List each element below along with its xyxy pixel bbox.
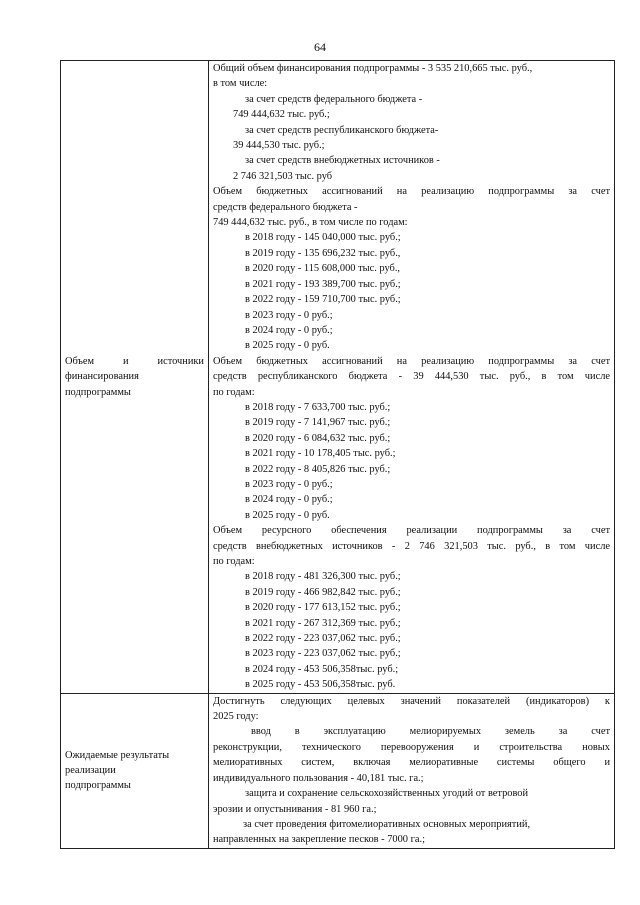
text-line: в 2025 году - 0 руб. [245,340,330,352]
text-line: в 2021 году - 10 178,405 тыс. руб.; [245,448,396,460]
text-line: в 2018 году - 7 633,700 тыс. руб.; [245,401,391,413]
label-line: Ожидаемые результаты [65,749,170,761]
table-row [61,693,615,848]
text-line: за счет средств федерального бюджета - [245,93,423,105]
row-label [61,61,209,694]
text-line: Объем ресурсного обеспечения реализации подпрограммы за счет [213,525,610,537]
text-line: в 2018 году - 145 040,000 тыс. руб.; [245,232,401,244]
text-line: Общий объем финансирования подпрограммы - 3 535 210,665 тыс. руб., [213,63,533,74]
row-content [209,693,615,848]
row-label [61,693,209,848]
text-line: эрозии и опустынивания - 81 960 га.; [213,803,377,815]
text-line: в 2022 году - 8 405,826 тыс. руб.; [245,463,391,475]
text-line: 2 746 321,503 тыс. руб [233,170,333,182]
text-line: в 2023 году - 0 руб.; [245,309,333,321]
text-line: 39 444,530 тыс. руб.; [233,140,325,152]
text-line: в 2021 году - 193 389,700 тыс. руб.; [245,278,401,290]
text-line: 749 444,632 тыс. руб.; [233,109,330,121]
text-line: в 2024 году - 0 руб.; [245,324,333,336]
text-line: по годам: [213,386,255,398]
label-line: подпрограммы [65,386,131,398]
row-content [209,61,615,694]
text-line: в 2022 году - 159 710,700 тыс. руб.; [245,294,401,306]
text-line: в 2024 году - 0 руб.; [245,494,333,506]
text-line: за счет проведения фитомелиоративных основных мероприятий, [243,818,531,830]
text-line: средств республиканского бюджета - 39 444,530 тыс. руб., в том числе [213,371,610,383]
text-line: ввод в эксплуатацию мелиорируемых земель за счет [251,726,610,738]
text-line: реконструкции, технического перевооружения и строительства новых [213,741,610,753]
text-line: за счет средств республиканского бюджета- [245,124,439,136]
text-line: в 2022 году - 223 037,062 тыс. руб.; [245,633,401,645]
text-line: Достигнуть следующих целевых значений показателей (индикаторов) к [213,695,610,707]
text-line: в 2021 году - 267 312,369 тыс. руб.; [245,617,401,629]
text-line: Объем бюджетных ассигнований на реализацию подпрограммы за счет [213,186,610,198]
text-line: в том числе: [213,78,268,90]
text-line: в 2025 году - 453 506,358тыс. руб. [245,679,396,691]
text-line: в 2019 году - 135 696,232 тыс. руб., [245,247,401,259]
text-line: направленных на закрепление песков - 7000 га.; [213,834,425,846]
text-line: за счет средств внебюджетных источников - [245,155,440,167]
label-line: финансирования [65,371,139,383]
text-line: 749 444,632 тыс. руб., в том числе по годам: [213,217,408,229]
text-line: в 2018 году - 481 326,300 тыс. руб.; [245,571,401,583]
text-line: индивидуального пользования - 40,181 тыс. га.; [213,772,424,784]
text-line: в 2020 году - 115 608,000 тыс. руб., [245,263,401,275]
text-line: в 2020 году - 6 084,632 тыс. руб.; [245,432,391,444]
text-line: средств внебюджетных источников - 2 746 321,503 тыс. руб., в том числе [213,540,610,552]
label-line: подпрограммы [65,780,131,792]
text-line: в 2020 году - 177 613,152 тыс. руб.; [245,602,401,614]
text-line: мелиоративных систем, включая мелиоративные системы общего и [213,757,610,769]
page-number: 64 [314,40,326,54]
text-line: в 2019 году - 466 982,842 тыс. руб.; [245,586,401,598]
passport-table [60,60,615,849]
text-line: по годам: [213,556,255,567]
text-line: в 2023 году - 0 руб.; [245,478,333,490]
label-line: Объем и источники [65,355,204,367]
text-line: Объем бюджетных ассигнований на реализацию подпрограммы за счет [213,355,610,367]
label-line: реализации [65,764,116,776]
text-line: в 2025 году - 0 руб. [245,509,330,521]
text-line: защита и сохранение сельскохозяйственных угодий от ветровой [245,788,529,800]
text-line: 2025 году: [213,711,259,723]
text-line: в 2024 году - 453 506,358тыс. руб.; [245,663,399,675]
table-row [61,61,615,694]
text-line: в 2023 году - 223 037,062 тыс. руб.; [245,648,401,660]
text-line: в 2019 году - 7 141,967 тыс. руб.; [245,417,391,429]
text-line: средств федерального бюджета - [213,201,358,213]
